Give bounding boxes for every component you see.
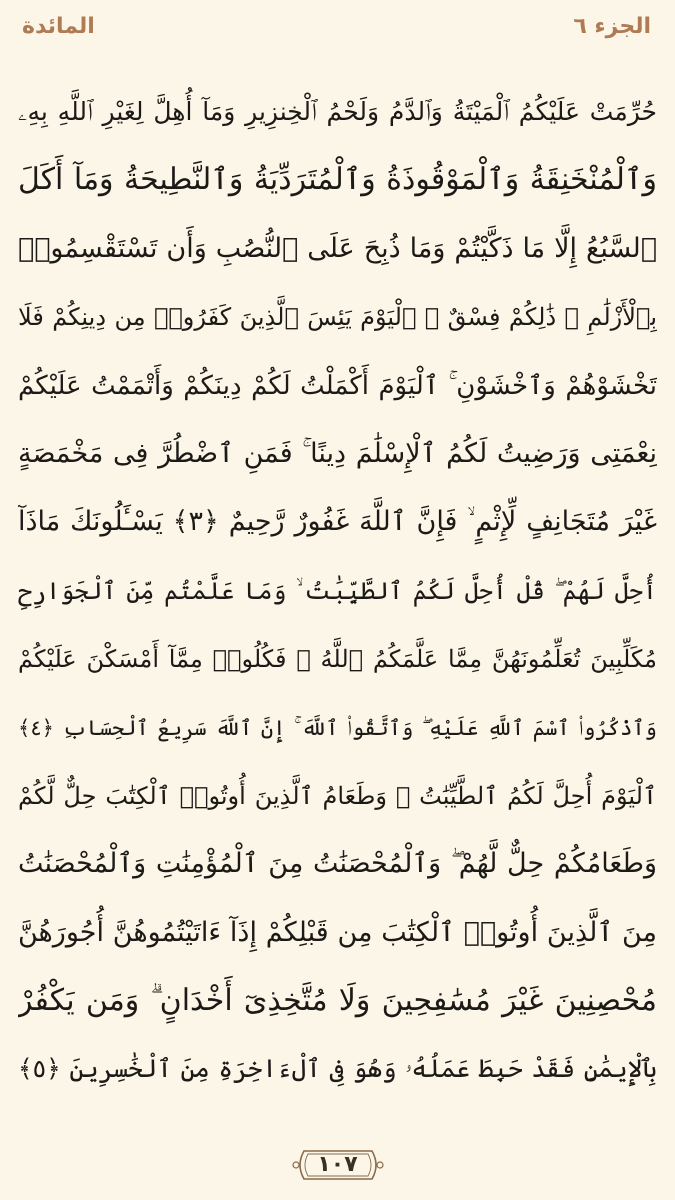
text-line: مُكَلِّبِينَ تُعَلِّمُونَهُنَّ مِمَّا عَلَّمَكُمُ ٱللَّهُ ۖ فَكُلُوا۟ مِمَّآ أَمْسَكْنَ عَلَيْكُمْ bbox=[18, 645, 657, 674]
text-line: أُحِلَّ لَهُمْ ۖ قُلْ أُحِلَّ لَكُمُ ٱلطَّيِّبَٰتُ ۙ وَمَا عَلَّمْتُم مِّنَ ٱلْجَوَارِحِ bbox=[18, 576, 657, 605]
page-header bbox=[0, 0, 675, 62]
text-line: وَٱلْمُنْخَنِقَةُ وَٱلْمَوْقُوذَةُ وَٱلْمُتَرَدِّيَةُ وَٱلنَّطِيحَةُ وَمَآ أَكَلَ bbox=[18, 162, 657, 198]
text-line: ٱلْيَوْمَ أُحِلَّ لَكُمُ ٱلطَّيِّبَٰتُ ۖ وَطَعَامُ ٱلَّذِينَ أُوتُوا۟ ٱلْكِتَٰبَ حِلٌّ لَّكُمْ bbox=[18, 781, 657, 810]
text-line: وَٱذْكُرُوا۟ ٱسْمَ ٱللَّهِ عَلَيْهِ ۖ وَٱتَّقُوا۟ ٱللَّهَ ۚ إِنَّ ٱللَّهَ سَرِيعُ ٱلْحِسَابِ ﴿٤﴾ bbox=[18, 715, 657, 740]
page-number-badge bbox=[290, 1145, 386, 1185]
quran-text-block bbox=[18, 78, 657, 1104]
text-line: حُرِّمَتْ عَلَيْكُمُ ٱلْمَيْتَةُ وَٱلدَّمُ وَلَحْمُ ٱلْخِنزِيرِ وَمَآ أُهِلَّ لِغَيْرِ ٱللَّهِ بِهِۦ bbox=[18, 97, 657, 126]
text-line: غَيْرَ مُتَجَانِفٍ لِّإِثْمٍ ۙ فَإِنَّ ٱللَّهَ غَفُورٌ رَّحِيمٌ ﴿٣﴾ يَسْـَٔلُونَكَ مَاذَآ bbox=[18, 506, 657, 538]
text-line: بِٱلْإِيمَٰنِ فَقَدْ حَبِطَ عَمَلُهُۥ وَهُوَ فِى ٱلْءَاخِرَةِ مِنَ ٱلْخَٰسِرِينَ ﴿٥﴾ bbox=[18, 1054, 657, 1084]
text-line: وَطَعَامُكُمْ حِلٌّ لَّهُمْ ۖ وَٱلْمُحْصَنَٰتُ مِنَ ٱلْمُؤْمِنَٰتِ وَٱلْمُحْصَنَٰتُ bbox=[18, 848, 657, 880]
text-line: تَخْشَوْهُمْ وَٱخْشَوْنِ ۚ ٱلْيَوْمَ أَكْمَلْتُ لَكُمْ دِينَكُمْ وَأَتْمَمْتُ عَلَيْكُمْ bbox=[18, 370, 657, 401]
juz-label: الجزء ٦ bbox=[573, 14, 651, 39]
page-number: ١٠٧ bbox=[317, 1152, 358, 1177]
text-line: مُحْصِنِينَ غَيْرَ مُسَٰفِحِينَ وَلَا مُتَّخِذِىٓ أَخْدَانٍ ۗ وَمَن يَكْفُرْ bbox=[18, 983, 657, 1019]
text-line: نِعْمَتِى وَرَضِيتُ لَكُمُ ٱلْإِسْلَٰمَ دِينًا ۚ فَمَنِ ٱضْطُرَّ فِى مَخْمَصَةٍ bbox=[18, 437, 657, 469]
text-line: بِٱلْأَزْلَٰمِ ۚ ذَٰلِكُمْ فِسْقٌ ۗ ٱلْيَوْمَ يَئِسَ ٱلَّذِينَ كَفَرُوا۟ مِن دِينِكُمْ فَلَا bbox=[18, 303, 657, 332]
surah-name: المائدة bbox=[22, 14, 95, 39]
text-line: مِنَ ٱلَّذِينَ أُوتُوا۟ ٱلْكِتَٰبَ مِن قَبْلِكُمْ إِذَآ ءَاتَيْتُمُوهُنَّ أُجُورَهُنَّ bbox=[18, 916, 657, 948]
page-footer bbox=[0, 1142, 675, 1188]
text-line: ٱلسَّبُعُ إِلَّا مَا ذَكَّيْتُمْ وَمَا ذُبِحَ عَلَى ٱلنُّصُبِ وَأَن تَسْتَقْسِمُوا۟ bbox=[18, 232, 657, 264]
